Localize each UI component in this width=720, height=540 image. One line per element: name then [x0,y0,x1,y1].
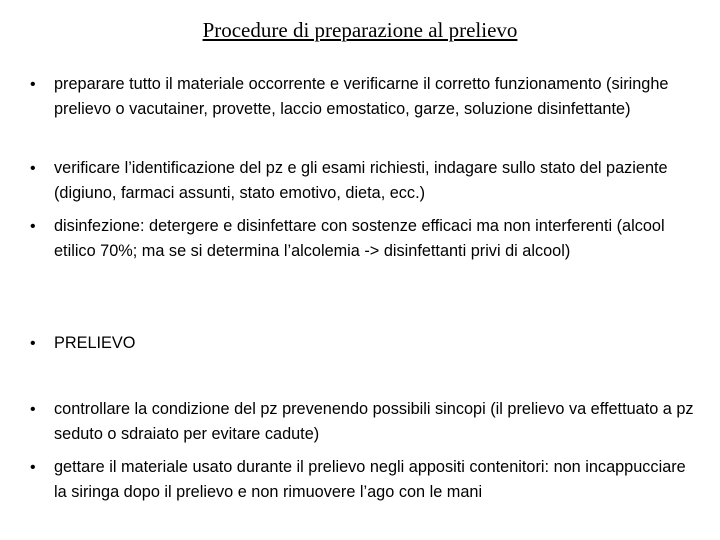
bullet-text: verificare l’identificazione del pz e gli esami richiesti, indagare sullo stato del paziente (digiuno, farmaci assunti, stato emotivo, dieta, ecc.) [54,159,668,202]
bullet-text: disinfezione: detergere e disinfettare con sostenze efficaci ma non interferenti (alcool etilico 70%; ma se si determina l’alcolemia -> disinfettanti privi di alcool) [54,217,665,260]
bullet-marker: • [30,218,36,235]
bullet-marker: • [30,459,36,476]
slide-title: Procedure di preparazione al prelievo [202,18,518,42]
bullet-item [30,331,700,356]
bullet-item [30,156,700,206]
bullet-item [30,455,700,505]
bullet-text: PRELIEVO [54,334,136,352]
bullet-item [30,72,700,122]
bullet-item [30,214,700,264]
bullet-marker: • [30,76,36,93]
bullet-text: gettare il materiale usato durante il prelievo negli appositi contenitori: non incappucciare la siringa dopo il prelievo e non rimuovere l’ago con le mani [54,458,686,501]
bullet-text: preparare tutto il materiale occorrente e verificarne il corretto funzionamento (siringhe prelievo o vacutainer, provette, laccio emostatico, garze, soluzione disinfettante) [54,75,669,118]
bullet-marker: • [30,401,36,418]
bullet-text: controllare la condizione del pz prevenendo possibili sincopi (il prelievo va effettuato a pz seduto o sdraiato per evitare cadute) [54,400,694,443]
bullet-item [30,397,700,447]
bullet-marker: • [30,335,36,352]
bullet-marker: • [30,160,36,177]
